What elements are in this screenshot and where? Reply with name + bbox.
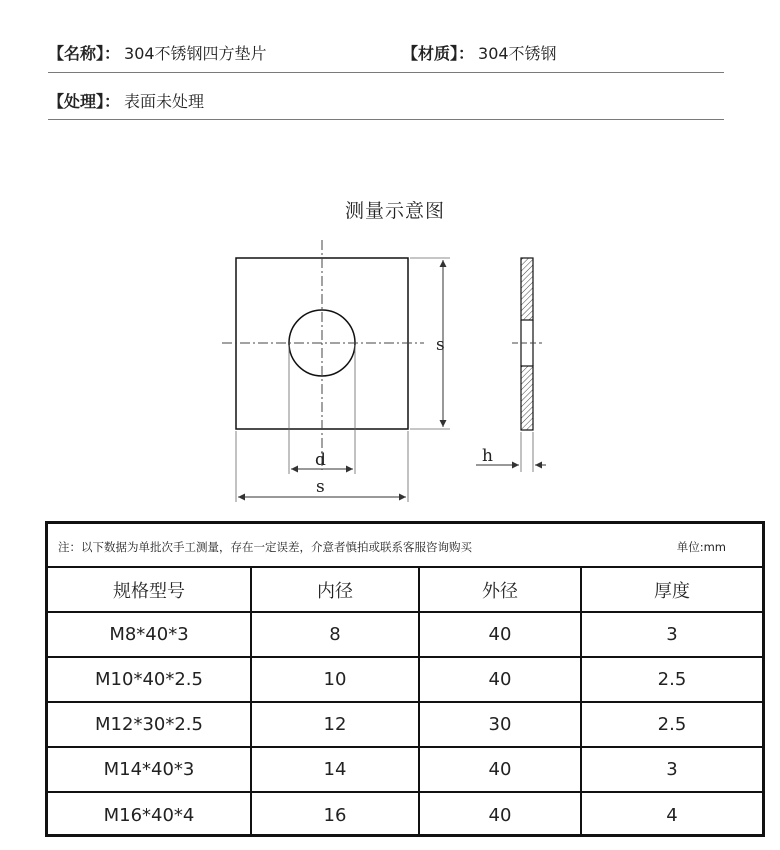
cell-outer-diameter: 40 [420,793,582,837]
cell-inner-diameter: 14 [252,748,420,791]
cell-model: M16*40*4 [48,793,252,837]
cell-thickness: 3 [666,759,678,780]
spec-treatment-value: 表面未处理 [124,92,205,111]
table-row [48,703,762,748]
cell-outer-diameter: 40 [420,748,582,791]
cell-outer-diameter: 40 [420,658,582,701]
spec-name-value: 304不锈钢四方垫片 [124,44,267,63]
table-note: 注：以下数据为单批次手工测量，存在一定误差，介意者慎拍或联系客服咨询购买 [58,540,472,554]
diagram-title: 测量示意图 [344,200,445,222]
spec-material-value: 304不锈钢 [478,44,557,63]
cell-thickness: 2.5 [657,714,687,735]
cell-thickness: 4 [666,804,678,826]
washer-diagram [0,230,780,510]
dim-side-label: s [436,335,445,355]
cell-model: M12*30*2.5 [48,703,252,746]
cell-inner-diameter: 12 [252,703,420,746]
cell-model: M10*40*2.5 [48,658,252,701]
cell-model: M14*40*3 [48,748,252,791]
cell-thickness: 2.5 [657,669,687,690]
cell-thickness: 3 [666,624,678,645]
table-unit: 单位:mm [676,540,726,554]
cell-model: M8*40*3 [48,613,252,656]
header-outer-diameter: 外径 [420,568,582,611]
table-header-row [48,568,762,613]
header-inner-diameter: 内径 [252,568,420,611]
header-thickness: 厚度 [654,580,690,602]
spec-name-row [48,41,267,64]
spec-material-row [402,41,557,64]
cell-inner-diameter: 10 [252,658,420,701]
divider-top [48,72,724,73]
divider-bottom [48,119,724,120]
table-row [48,748,762,793]
header-model: 规格型号 [48,568,252,611]
washer-side-view [512,258,542,430]
spec-name-key: 【名称】： [48,44,121,63]
table-row [48,613,762,658]
spec-material-key: 【材质】： [402,44,475,63]
cell-outer-diameter: 40 [420,613,582,656]
cell-outer-diameter: 30 [420,703,582,746]
cell-inner-diameter: 16 [252,793,420,837]
cell-inner-diameter: 8 [252,613,420,656]
dim-diameter-label: d [315,450,326,470]
table-row [48,658,762,703]
spec-treatment-key: 【处理】： [48,92,121,111]
dim-bottom-label: s [316,477,325,497]
dim-thickness-label: h [482,446,493,466]
table-note-row [48,524,762,568]
spec-table [45,521,765,837]
spec-treatment-row [48,89,204,112]
table-row [48,793,762,837]
